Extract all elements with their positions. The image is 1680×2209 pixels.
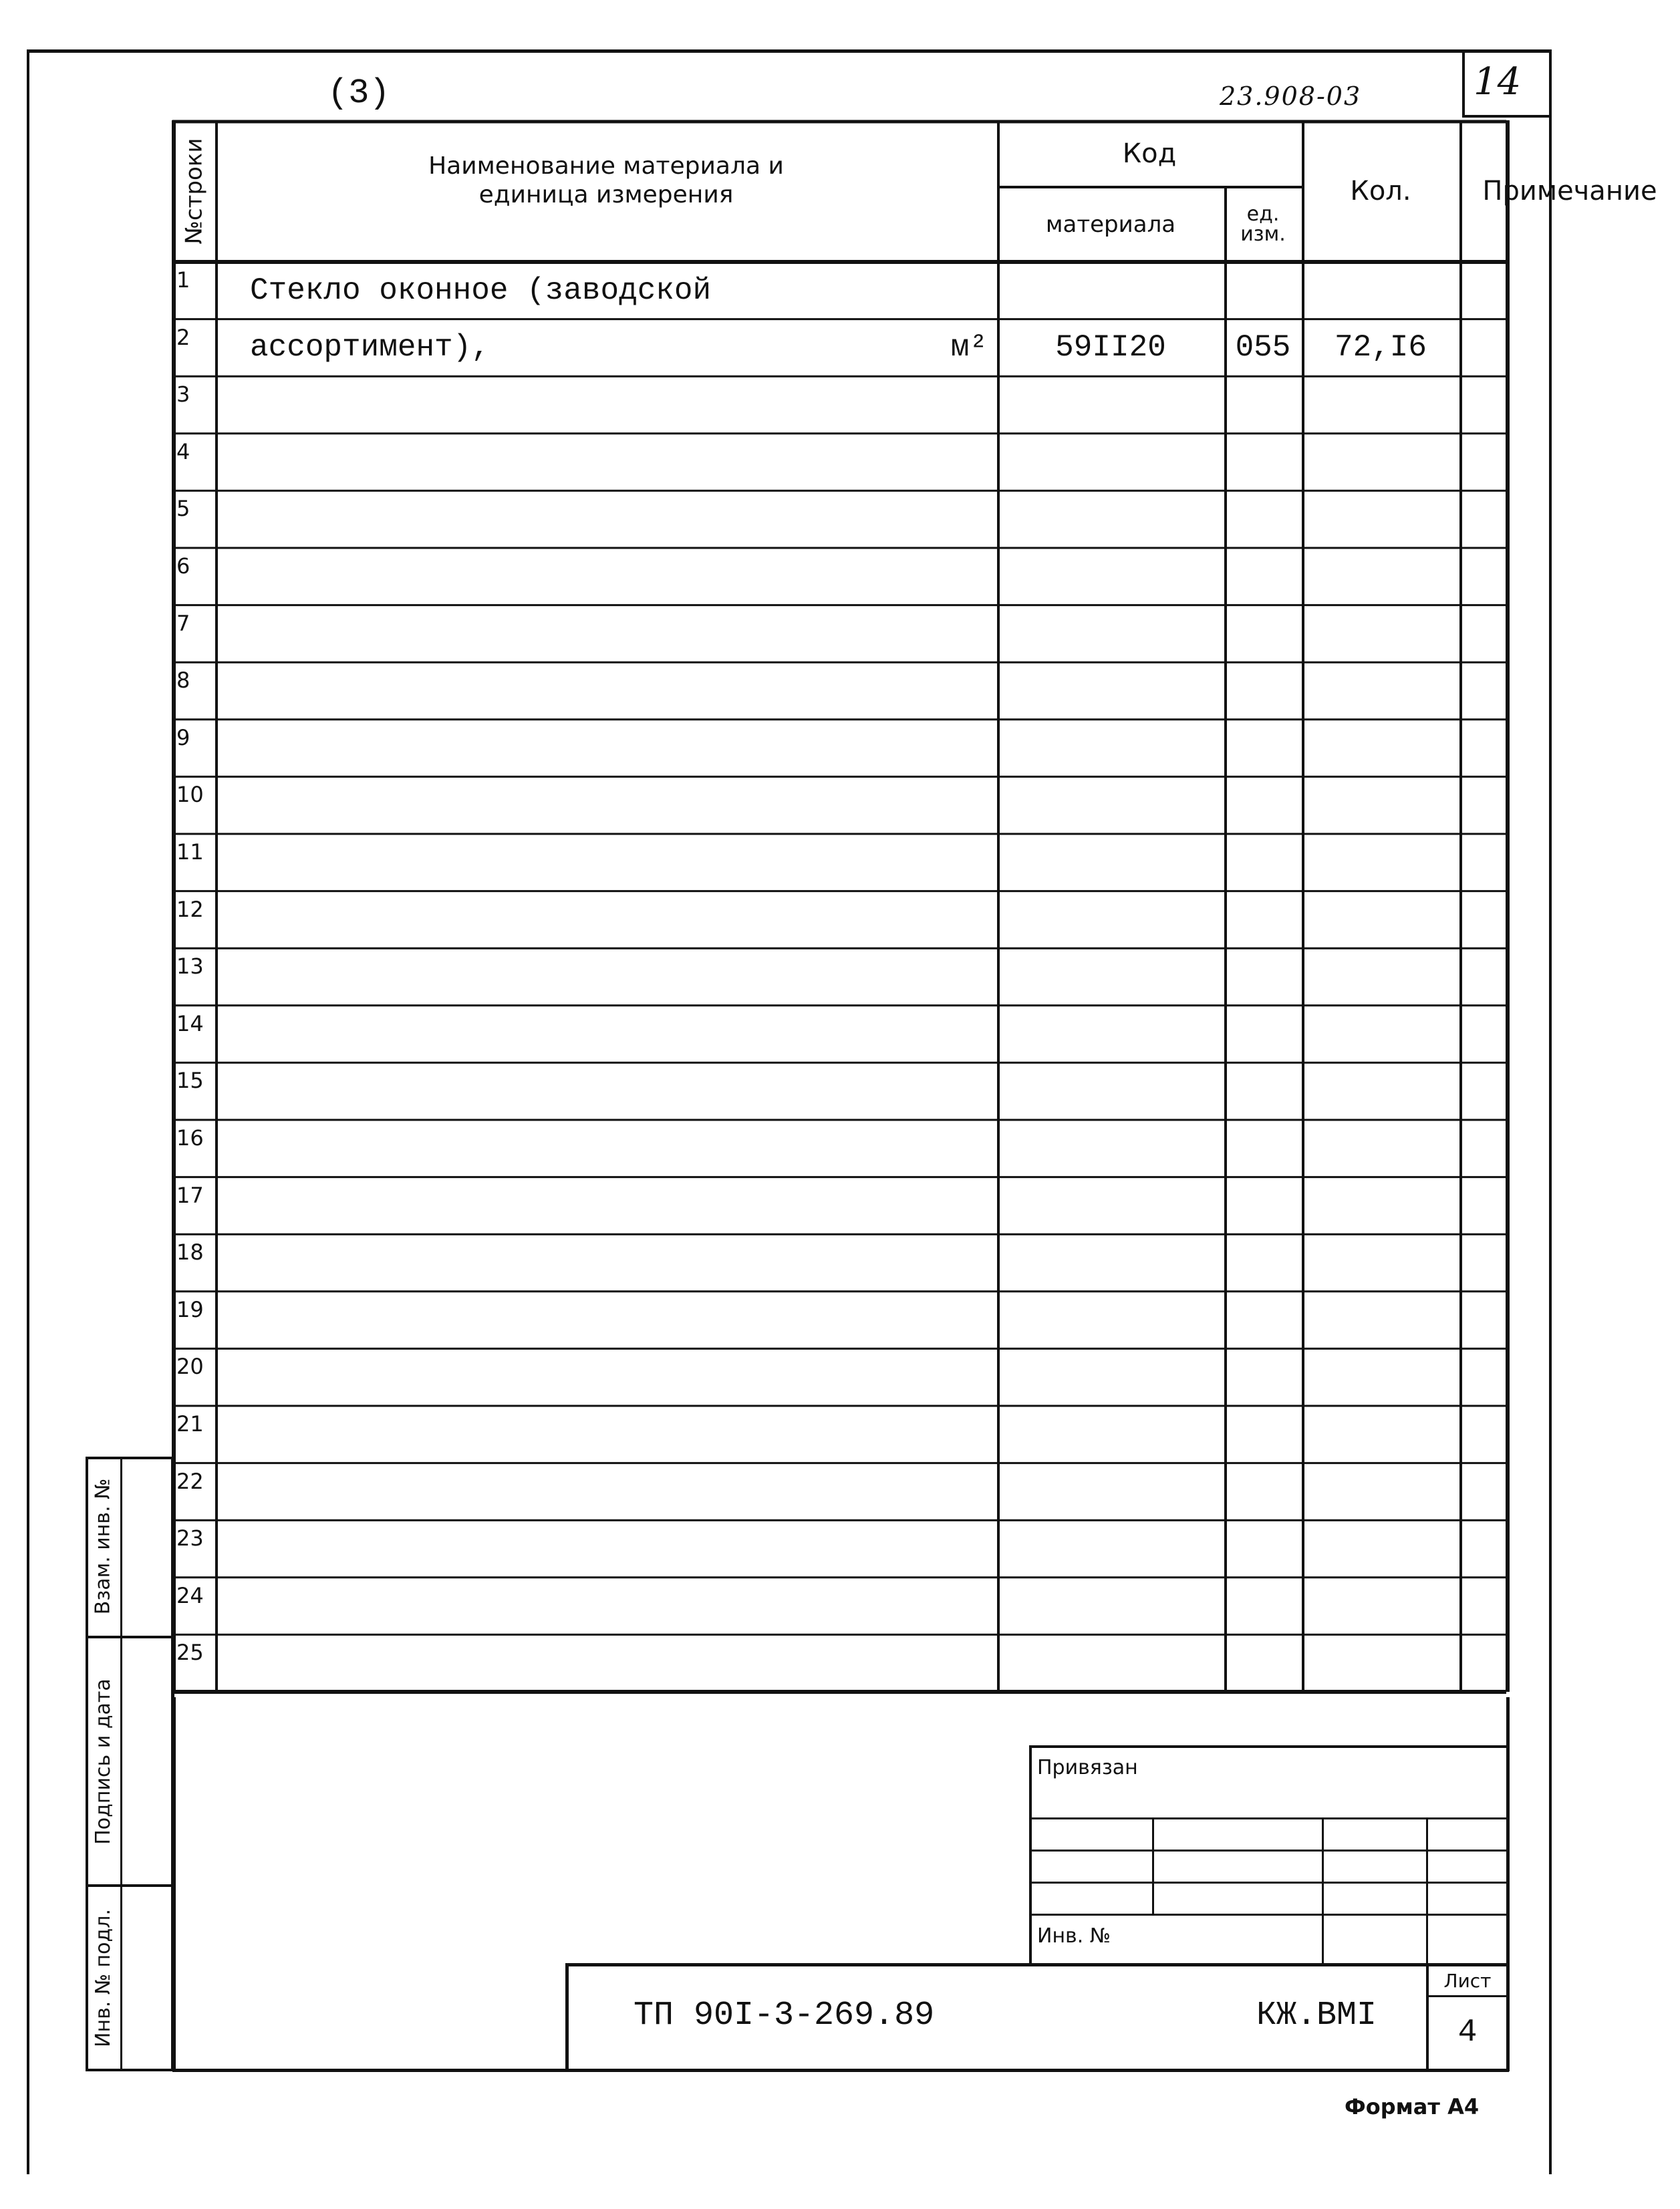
note [1459,1348,1506,1406]
material-name: ассортимент), [250,330,490,365]
material-code [997,1006,1224,1063]
sheet-value: 4 [1457,2015,1478,2051]
unit-code [1224,1292,1302,1349]
note [1459,1406,1506,1463]
row-number: 17 [176,1182,204,1208]
row-number: 3 [176,382,190,408]
material-code [997,834,1224,891]
header-code-unit: ед. изм. [1240,202,1286,246]
material-name [215,1292,997,1349]
material-unit [881,1634,988,1692]
material-unit [881,1292,988,1349]
material-code [997,1062,1224,1120]
material-code [997,262,1224,319]
project-code: ТП 90I-3-269.89 [634,1997,935,2035]
row-number: 21 [176,1411,204,1437]
table-row [172,662,1509,720]
frame-top-line [27,49,1552,53]
side-stamp-podpis-cell [86,1638,120,1884]
header-code: Код [1122,138,1177,169]
material-unit: м² [950,330,988,365]
quantity [1302,1234,1459,1292]
sheet-number-box-bottom [1462,115,1552,118]
unit-code [1224,1120,1302,1177]
material-name [215,1348,997,1406]
table-row [172,776,1509,834]
quantity [1302,662,1459,720]
unit-code [1224,1634,1302,1692]
quantity [1302,834,1459,891]
privyazan-row1 [1029,1817,1509,1819]
side-stamp-mid-line [120,1457,122,2071]
material-code [997,720,1224,777]
privyazan-vert1 [1152,1817,1154,1915]
row-number: 13 [176,953,204,980]
material-name [215,834,997,891]
unit-code [1224,1520,1302,1578]
table-row [172,948,1509,1006]
material-code [997,605,1224,663]
page-mark: (3) [327,73,390,113]
material-name [215,1463,997,1521]
note [1459,720,1506,777]
material-name [215,1062,997,1120]
note [1459,834,1506,891]
table-row [172,1463,1509,1521]
material-code [997,1520,1224,1578]
sheet-number: 14 [1474,60,1522,104]
material-unit [881,1520,988,1578]
row-number: 10 [176,782,204,808]
material-code [997,1578,1224,1635]
row-number: 2 [176,324,190,350]
note [1459,1177,1506,1235]
row-number: 7 [176,610,190,636]
material-name [215,662,997,720]
material-unit [881,605,988,663]
material-unit [881,1348,988,1406]
side-stamp-bottom-line [86,2069,174,2071]
side-stamp-inv-cell [86,1887,120,2069]
note [1459,1292,1506,1349]
row-number: 22 [176,1468,204,1494]
unit-code [1224,776,1302,834]
quantity [1302,948,1459,1006]
quantity [1302,1406,1459,1463]
note [1459,605,1506,663]
material-unit [881,1406,988,1463]
privyazan-left-line [1029,1745,1032,1966]
table-row [172,1520,1509,1578]
note [1459,1062,1506,1120]
material-code [997,1634,1224,1692]
note [1459,376,1506,434]
note [1459,548,1506,605]
row-number: 18 [176,1239,204,1266]
material-unit [881,1463,988,1521]
quantity [1302,1463,1459,1521]
table-row [172,1348,1509,1406]
table-row [172,1120,1509,1177]
quantity [1302,1348,1459,1406]
material-unit [881,1062,988,1120]
note [1459,434,1506,491]
row-number: 9 [176,724,190,750]
title-block-right-line [1506,1697,1510,2071]
privyazan-label: Привязан [1037,1756,1138,1779]
table-row [172,1634,1509,1692]
quantity [1302,1634,1459,1692]
table-row [172,1234,1509,1292]
material-name [215,1634,997,1692]
material-code [997,776,1224,834]
material-code [997,1120,1224,1177]
quantity [1302,1292,1459,1349]
material-unit [881,1120,988,1177]
note [1459,776,1506,834]
row-number: 8 [176,668,190,694]
material-unit [881,490,988,548]
note [1459,1120,1506,1177]
table-row [172,605,1509,663]
quantity [1302,376,1459,434]
material-code [997,1348,1224,1406]
table-row [172,434,1509,491]
note [1459,490,1506,548]
row-number: 25 [176,1640,204,1666]
material-code [997,434,1224,491]
header-material-name: Наименование материала и единица измерения [428,152,784,208]
quantity [1302,490,1459,548]
quantity [1302,434,1459,491]
unit-code [1224,1177,1302,1235]
privyazan-vert2 [1322,1817,1324,1966]
material-unit [881,1234,988,1292]
unit-code [1224,490,1302,548]
privyazan-vert3 [1426,1817,1428,1966]
title-block-left-line [172,1697,176,2071]
header-code-material: материала [1045,211,1176,238]
table-row [172,720,1509,777]
stamp-sheet-mid-line [1426,1995,1509,1997]
material-code [997,1463,1224,1521]
material-code [997,1292,1224,1349]
table-row [172,834,1509,891]
material-unit [881,834,988,891]
title-block-bottom-line [172,2069,1509,2072]
material-code [997,548,1224,605]
table-row [172,891,1509,949]
privyazan-row2 [1029,1850,1509,1852]
quantity [1302,262,1459,319]
row-number: 5 [176,496,190,522]
row-number: 11 [176,839,204,865]
table-row [172,1177,1509,1235]
unit-code [1224,1234,1302,1292]
quantity [1302,1578,1459,1635]
quantity [1302,720,1459,777]
unit-code [1224,1406,1302,1463]
row-number: 1 [176,267,190,293]
stamp-top-line [565,1963,1509,1966]
row-number: 6 [176,553,190,579]
material-name [215,891,997,949]
unit-code [1224,948,1302,1006]
row-number: 4 [176,438,190,464]
material-name [215,1120,997,1177]
quantity [1302,605,1459,663]
row-number: 24 [176,1582,204,1608]
material-name [215,720,997,777]
table-row [172,376,1509,434]
material-unit [881,662,988,720]
title-block [172,1697,1509,2071]
material-code [997,376,1224,434]
table-row [172,319,1509,377]
row-number: 19 [176,1296,204,1322]
unit-code [1224,1006,1302,1063]
sheet-label: Лист [1443,1969,1492,1992]
side-stamp-vzam-cell [86,1457,120,1636]
frame-left-line [27,49,29,2174]
inv-no-label: Инв. № [1037,1924,1111,1948]
note [1459,1578,1506,1635]
material-name [215,1578,997,1635]
unit-code [1224,1578,1302,1635]
material-name [215,1234,997,1292]
table-row [172,548,1509,605]
note [1459,1006,1506,1063]
materials-table [172,120,1657,1697]
privyazan-row4 [1029,1914,1509,1916]
material-unit [881,776,988,834]
side-stamp-inv-label: Инв. № подл. [91,1908,115,2047]
material-unit [881,891,988,949]
unit-code [1224,1062,1302,1120]
quantity [1302,1062,1459,1120]
note [1459,1463,1506,1521]
material-name [215,1006,997,1063]
unit-code [1224,548,1302,605]
material-name [215,1406,997,1463]
unit-code [1224,662,1302,720]
quantity [1302,776,1459,834]
unit-code: 055 [1235,330,1291,365]
material-name [215,776,997,834]
material-code: 59II20 [1055,330,1166,365]
side-stamp [86,1457,172,2071]
material-unit [881,948,988,1006]
unit-code [1224,262,1302,319]
unit-code [1224,720,1302,777]
material-name [215,1177,997,1235]
table-row [172,262,1509,319]
row-number: 20 [176,1354,204,1380]
unit-code [1224,376,1302,434]
quantity [1302,1006,1459,1063]
note [1459,1634,1506,1692]
material-code [997,1234,1224,1292]
privyazan-top-line [1029,1745,1509,1748]
format-label: Формат А4 [1345,2094,1480,2119]
material-unit [881,1006,988,1063]
doc-code: 23.908-03 [1220,82,1362,111]
table-row [172,1406,1509,1463]
row-number: 14 [176,1010,204,1036]
quantity [1302,1177,1459,1235]
note [1459,262,1506,319]
side-stamp-vzam-label: Взам. инв. № [91,1478,115,1614]
quantity [1302,1120,1459,1177]
material-name [215,376,997,434]
row-number: 15 [176,1068,204,1094]
table-row [172,1006,1509,1063]
sheet-number-box-left [1462,49,1465,116]
material-unit [881,548,988,605]
material-code [997,1177,1224,1235]
material-name [215,434,997,491]
privyazan-row3 [1029,1882,1509,1884]
material-name [215,548,997,605]
note [1459,1234,1506,1292]
row-number: 16 [176,1125,204,1151]
material-code [997,948,1224,1006]
side-stamp-podpis-label: Подпись и дата [91,1678,115,1845]
unit-code [1224,605,1302,663]
material-code [997,1406,1224,1463]
material-code [997,891,1224,949]
material-code [997,662,1224,720]
unit-code [1224,434,1302,491]
material-code [997,490,1224,548]
material-name: Стекло оконное (заводской [250,273,712,308]
note [1459,948,1506,1006]
header-row-number: №строки [180,138,208,245]
note [1459,319,1506,377]
unit-code [1224,1463,1302,1521]
unit-code [1224,834,1302,891]
quantity [1302,548,1459,605]
table-row [172,1292,1509,1349]
doc-mark: КЖ.ВМI [1256,1997,1377,2035]
table-row [172,1062,1509,1120]
stamp-left-line [565,1963,569,2070]
quantity [1302,891,1459,949]
material-unit [881,1578,988,1635]
note [1459,1520,1506,1578]
quantity [1302,1520,1459,1578]
table-row [172,1578,1509,1635]
row-number: 12 [176,896,204,922]
material-unit [881,720,988,777]
unit-code [1224,1348,1302,1406]
material-unit [881,1177,988,1235]
header-note: Примечание [1482,176,1657,206]
material-name [215,490,997,548]
material-unit [881,434,988,491]
table-row [172,490,1509,548]
material-name [215,1520,997,1578]
material-unit [881,376,988,434]
material-name [215,948,997,1006]
material-unit [881,262,988,319]
row-number: 23 [176,1525,204,1552]
frame-right-line [1549,49,1552,2174]
note [1459,891,1506,949]
material-name [215,605,997,663]
note [1459,662,1506,720]
quantity: 72,I6 [1334,330,1427,365]
unit-code [1224,891,1302,949]
header-quantity: Кол. [1350,176,1411,206]
